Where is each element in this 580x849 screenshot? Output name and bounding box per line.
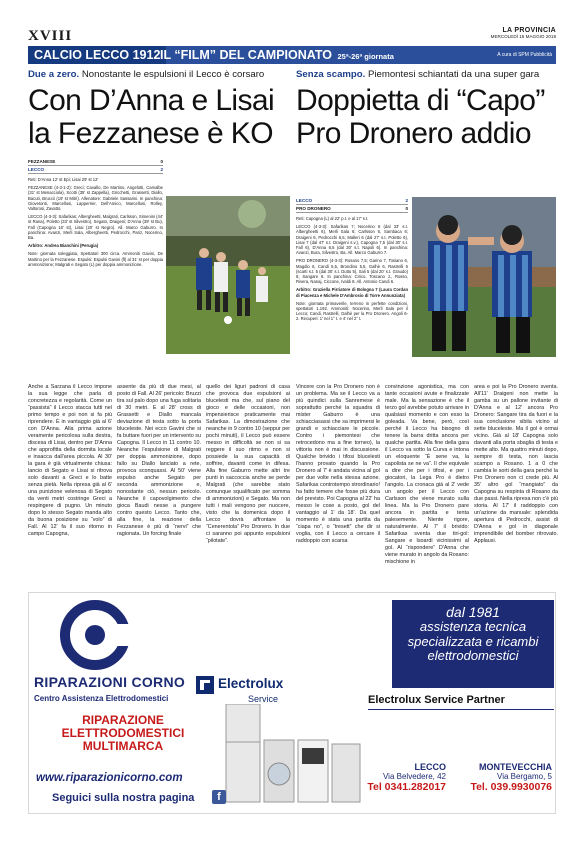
electrolux-wordmark: Electrolux	[218, 676, 284, 691]
score-row: LECCO 2	[28, 167, 163, 172]
ad-since-box	[392, 600, 554, 688]
score-row: PRO DRONERO 0	[296, 206, 408, 211]
left-column-1: Anche a Sarzana il Lecco impone la sua legge che parla di concretezza e regolarità. Come un “passista” il Lecco stacca tutti nel primo tempo e poi non si fa più riprendere. È in vantaggio già al 6' con D'Anna. Alla prima azione veramente pericolosa sulla destra, discesa di Lisai, dentro per D'Anna che approfitta della dormita locale e insacca dall'area piccola. Al 30' la gara è già virtualmente chiusa: lancio di Segato e Lisai si ritrova solo davanti a Greci e lo batte senza pietà. Nella ripresa già al 6' una punizione velenosa di Segato da venti metri costringe Greci a respingere di pugno. Un minuto dopo lo stesso Segato manda alto da buona posizione su “volo” di Fall. Al 12' fa il suo ritorno in campo Capogna,	[28, 384, 112, 537]
referee: Arbitro: Graziella Pirriatore di Bologna 7 (Laura Cordan di Piacenza e Michele D'Ambrosio di Torre Annunziata)	[296, 287, 408, 298]
goals-line: Reti: D'Anna 12' st Epi; Lisai 29' st 12'	[28, 177, 99, 182]
location-phone[interactable]: Tel 0341.282017	[367, 781, 446, 793]
referee: Arbitro: Andrea Bianchini (Perugia)	[28, 243, 99, 249]
left-kicker	[28, 69, 264, 80]
masthead	[491, 27, 556, 40]
section-title-text: IL “FILM” DEL CAMPIONATO	[160, 48, 332, 62]
corno-logo-icon	[60, 600, 130, 670]
location-phone[interactable]: Tel. 039.9930076	[470, 781, 552, 793]
ad-follow-text[interactable]: Seguici sulla nostra pagina	[52, 792, 195, 804]
dronero-lineup: PRO DRONERO (4-3-3): Rosano 7,5; Garino 7, Tosiano 6, Magdio 6, Candi 5,5, Brondino 5,5, Galhè 6, Rastrelli 5 (scarti s.t. 5 (dal 30' s.t. Dutto 5), Sali 5 (dal 20' s.t. Graudo) 6; Sangare 6. In panchina: Cirico, Toscano J., Rosso, Rivera, Nanaj, Ciccone, Ivaldi 8. All. Antonio Candi 6.	[296, 258, 408, 285]
right-column-2: convinzione agonistica, ma con tante occasioni avute e finalizzate male. Ma la sensazione è che il terzo gol avrebbe potuto arrivare in qualsiasi momento e con esso la goleada. Va bene, però, così perché il Lecco ha bisogno di tenere la barra dritta ancora per qualche partita. Alla fine della gara il Lecco va sotto la Curva e intona un eloquente “È sene va, la capolista se ne va”. Il che equivale a dire che per i tifosi, e per i giocatori, la Lega Pro è dietro l'angolo. La cronaca già al 2' vede un angolo per il Lecco con Carlsson che viene murato sulla linea. Ma la Pro Dronero pare ancora in partita e tenta palesemente. Niente rigore, naturalmente. Al 7' il brivido: Safarikas sventa due tiri-gol: Sangare e Isoardi vicinissimi al gol. Al “rispondere” D'Anna che viene murato in angolo da Rosano: mischione in	[385, 384, 469, 565]
newspaper-name: LA PROVINCIA	[502, 27, 556, 34]
right-kicker	[296, 69, 539, 80]
right-column-1: Vincere con la Pro Dronero non è un problema. Ma se il Lecco va a più quindici sulla Sanremese è soprattutto perché la squadra di mister Gaburro è una schiacciasassi che sa imprimersi le grandi e schiacciare le piccole. Contro i piemontesi che retrocedono ma a fine torneo), la vittoria non è mai in discussione. Qualche brivido i tifosi blucelesti l'hanno provato quando la Pro Dronero al 7' è andata vicina al gol per due volte nella stessa azione. Safarikas controtempo strordinario! ha fatto temere che fosse più dura del previsto. Poi Capogna al 22' ha messo le cose a posto, gol del vantaggio al 1' da 18'. Da quel momento è stata una partita da “ciapa no”, o “tresett” che dir si voglia, con il Lecco a cercare il raddoppio con scarsa	[296, 384, 380, 544]
ad-since-text: assistenza tecnica specializzata e ricambi elettrodomestici	[407, 619, 539, 663]
page-number: XVIII	[28, 28, 73, 44]
section-round: 25ª-26ª giornata	[337, 52, 394, 61]
football-celebration-photo-icon	[412, 197, 556, 357]
right-kicker-rest: Piemontesi schiantati da una super gara	[365, 69, 540, 80]
lecco-lineup: LECCO (4-3-3): Safarikas 7; Nocerino 6 (dal 33' s.t. Albergheetti 6), Merli Sala 6; Carlsson 6, Sambaca 6; Draigeni 6, Pedrocchi 6,5, Malleri 6 (dal 27' s.t. Poletto 6), Lisai 7 (dal 47' s.t. Draigeni s.v.), Capogna 7,5 (dal 30' s.t. Fall 6), D'Anna 6,5 (dal 30' s.t. Napoli 6). In panchina: Avanzi, Bura, Silvestro, Ba. All. Marco Gaburro 7.	[296, 224, 408, 256]
location-address: Via Belvedere, 42	[382, 772, 446, 781]
location-montevecchia	[442, 762, 552, 793]
fezzanese-lineup: FEZZANESE (4-3-1-2): Greci; Cavallo, De Martino, Angelotti, Camalbe (31' st Menacciola), Scotti (35' st Zappella), Gricchetti, Grassetti, Diallo, Bacuti, Bruccii (19' st Mitri). Allenatore: Gabriele Sassarini. In panchina: Giovetonti, Marcellusi, Lapperrier, Dell'Amico, Marcellusi, Rolley, Valtorosi, Zavatto.	[28, 185, 163, 212]
location-address: Via Bergamo, 5	[497, 772, 552, 781]
section-title	[160, 46, 394, 64]
location-city: LECCO	[414, 762, 446, 772]
photo-lecco-pro-dronero	[412, 197, 556, 357]
football-match-photo-icon	[166, 196, 290, 354]
left-kicker-rest: Nonostante le espulsioni il Lecco è corsaro	[79, 69, 265, 80]
right-column-3: area e poi la Pro Dronero sventa. All'11' Draigeni non mette la gamba su un pallone invitante di D'Anna e al 12' ancora Pro Dronero: Sangare tira da fuori e la sua conclusione sibila vicino al sette bluceleste. Ma il gol è ormai vicino. Già al 18' Capogna solo davanti alla porta sbaglia di testa e mette alto. Ma quattro minuti dopo, sempre di testa, non lascia scampo a Rosano. 1 a 0 che cambia le sorti della gara perché la Pro Dronero non ci crede più. Al 35' altro gol “mangiato” da Capogna su respinta di Rosano da due passi. Nella ripresa non c'è più storia. Al 17' il raddoppio con un'azione da manuale: splendida apertura di Pedrocchi, assist di D'Anna e gol in diagonale imprendibile del bomber ritrovato. Applausi.	[474, 384, 558, 544]
right-score-box	[296, 197, 408, 322]
right-kicker-bold: Senza scampo.	[296, 69, 366, 80]
photo-fezzanese-lecco	[166, 196, 290, 354]
left-kicker-bold: Due a zero.	[28, 69, 80, 80]
location-city: MONTEVECCHIA	[478, 762, 552, 772]
match-notes: Note: giornata soleggiata, Spettatori 300 circa. Ammoniti Gavini, De Martino per la Fezzanese. Espulsi: Espulsi Gavini (fl) al 31' st per doppia ammonizione; Malgrati e Segato (L) per doppia ammonizione.	[28, 251, 163, 267]
right-headline-line-2: Pro Dronero addio	[296, 117, 531, 150]
score-row: FEZZANESE 0	[28, 159, 163, 164]
ad-partner: Electrolux Service Partner	[368, 694, 505, 706]
left-headline-line-2: la Fezzanese è KO	[28, 117, 273, 150]
left-headline-line-1: Con D’Anna e Lisai	[28, 84, 275, 117]
ad-since-year: dal 1981	[446, 604, 500, 620]
right-headline	[296, 84, 558, 150]
ad-brand: RIPARAZIONI CORNO	[34, 674, 186, 690]
section-label: CALCIO LECCO 1912	[28, 46, 166, 64]
score-row: LECCO 2	[296, 198, 408, 203]
location-lecco	[336, 762, 446, 793]
ad-multibrand-text: RIPARAZIONE ELETTRODOMESTICI MULTIMARCA	[61, 713, 185, 753]
right-headline-line-1: Doppietta di “Capo”	[296, 84, 545, 117]
facebook-icon[interactable]: f	[212, 790, 226, 804]
ad-website-link[interactable]: www.riparazionicorno.com	[36, 772, 183, 784]
left-column-3: quello dei liguri padroni di casa che provoca due espulsioni ai blucelesti ma che, sul piano del gioco e delle occasioni, non impensierisce praticamente mai Safarikas. La dimostrazione che neanche in 9 contro 10 (seppur per pochi minuti), il Lecco può essere messo in difficoltà se non si sa reggere il suo ritmo e non si possiede la sua capacità di soffrire, davanti come in difesa. Alla fine Gaburro mette altri tre punti in saccoccia anche se perde Malgrati (che sarebbe stato comunque squalificato per somma di ammonizioni) e Segato. Ma non tutti i mali vengono per nuocere, visto che la domenica dopo il Lecco dovrà affrontare la “Cenerentola” Pro Dronero. In due ci saranno poi appunto espulsioni “pilotate”.	[206, 384, 290, 544]
electrolux-logo-icon	[196, 676, 214, 694]
section-credit: A cura di SPM Pubblicità	[497, 52, 552, 58]
left-headline	[28, 84, 290, 150]
issue-date: MERCOLEDÌ 15 MAGGIO 2019	[490, 34, 556, 39]
left-score-box	[28, 158, 163, 267]
left-column-2: assente da più di due mesi, al posto di Fall. Al 26' pericolo: Bruzzi tira sul palo dopo una fuga solitaria di 30 metri. E al 28' cross di Grassetti e Diallo mancala deviazione di testa sotto la porta bluceleste. Nei ecco Gavini che si fa buttare fuori per un intervento su Capogna. Il Lecco in 11 contro 10. Neanche l'espulsione di Malgrati per doppia ammonizione, dopo fallo su Diallo lanciato a rete, provoca sconquassi. Al 50' viene espulso anche Segato per seconda ammonizione e, nonostante ciò, nessun pericolo. Neanche il capovolgimento che gioca Baudi nesse a pungere contro questo Lecco. Tanto che, alla fine, la reazione della Fezzanese è più di “nervi” che ragionata. Un forcing finale	[117, 384, 201, 537]
electrolux-service: Service	[248, 694, 279, 704]
ad-subtitle: Centro Assistenza Elettrodomestici	[34, 694, 169, 703]
goals-line: Reti: Capogna (L) al 22' p.t. e al 17' s.t.	[296, 216, 369, 221]
lecco-lineup: LECCO (4-3-3): Safarikas; Albergheetti, Malgrati, Carlsson, Simenini (44' st Rana), Poletto (33' st Silvestro), Segato, Draigeni; D'Anna (39' st Bu), Fall (Capogna 16' st), Lisai (20' st Negro). All. Marco Gaburro. In panchina: Avanzi, Merli Sala, Albergheetti, Pedrocchi, Pariz, Nocerino, Ba.	[28, 214, 163, 241]
divider	[368, 709, 554, 710]
match-notes: Note: giornata primaverile, terreno in perfette condizioni, spettatori 1.192. Ammoniti: Nocerino, Merli Sala per il Lecco; Candi, Rastrelli, Galhè per la Pro Dronero. Angoli 6-2. Recuperi: 1' nel 1° t. e 4' nel 2° t.	[296, 300, 408, 322]
